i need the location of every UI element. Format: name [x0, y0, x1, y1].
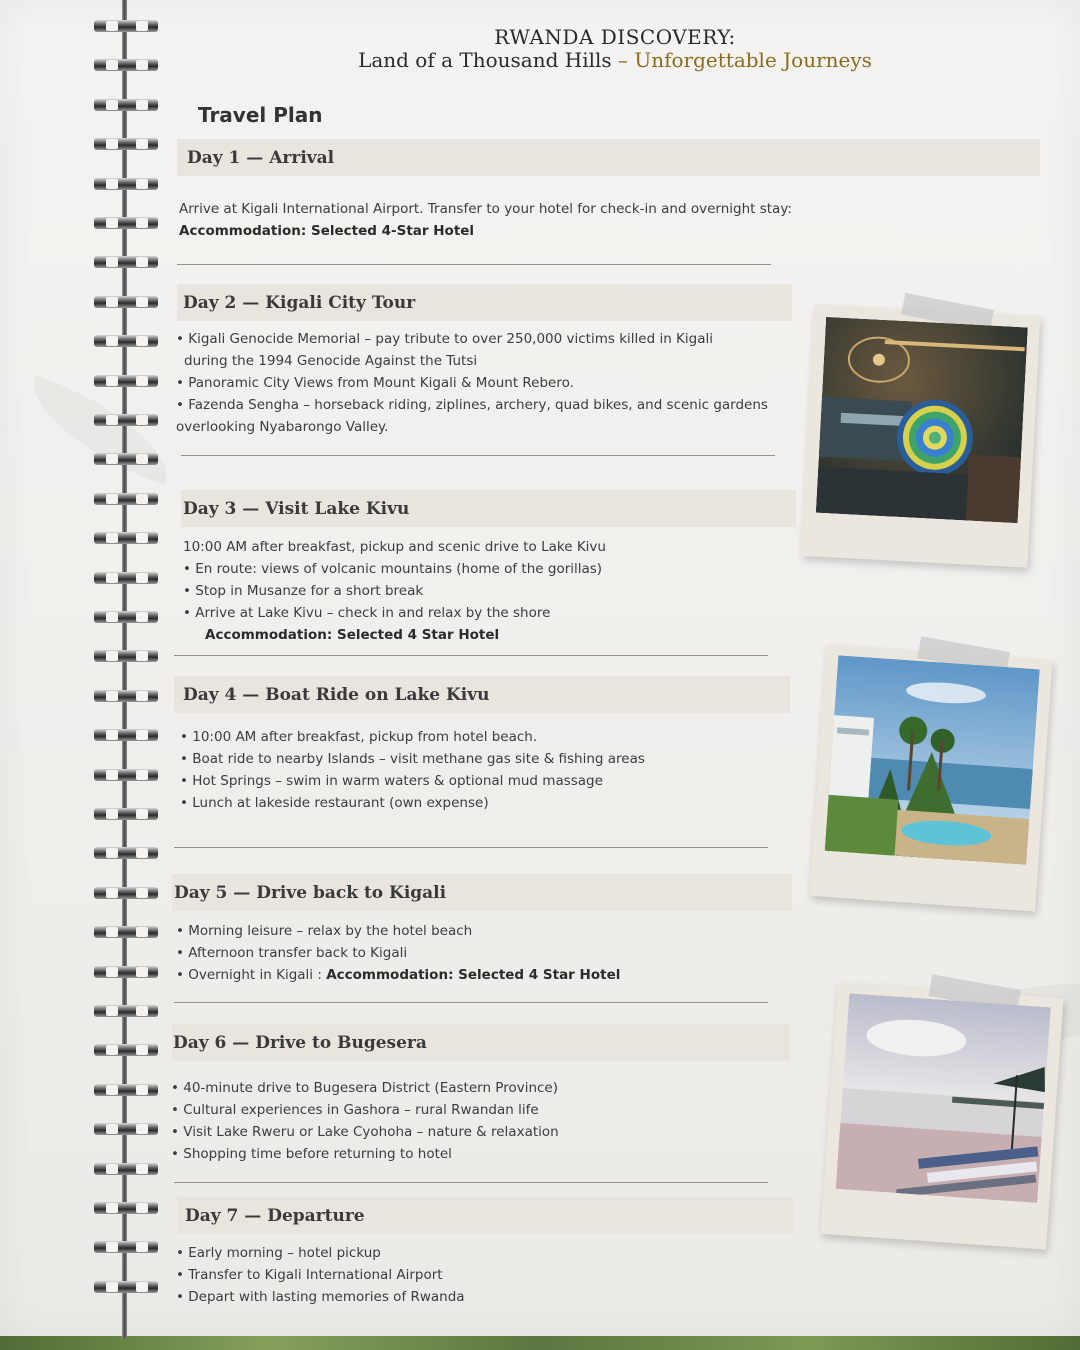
- title-line-1: RWANDA DISCOVERY:: [494, 25, 736, 49]
- photo-image: [836, 993, 1051, 1203]
- day-title: Day 4 — Boat Ride on Lake Kivu: [183, 684, 490, 705]
- detail-line: Accommodation: Selected 4 Star Hotel: [205, 627, 500, 643]
- detail-line: Accommodation: Selected 4-Star Hotel: [179, 223, 475, 239]
- detail-line: • Boat ride to nearby Islands – visit methane gas site & fishing areas: [180, 751, 645, 767]
- detail-line: during the 1994 Genocide Against the Tutsi: [184, 353, 478, 369]
- day-5-details: [176, 920, 620, 986]
- binding-ring: [88, 845, 164, 863]
- detail-line: • Kigali Genocide Memorial – pay tribute to over 250,000 victims killed in Kigali: [176, 331, 713, 347]
- day-title: Day 6 — Drive to Bugesera: [173, 1032, 427, 1053]
- binding-ring: [88, 530, 164, 548]
- detail-line: • Morning leisure – relax by the hotel beach: [176, 923, 473, 939]
- title-accent: – Unforgettable Journeys: [618, 48, 872, 72]
- day-title: Day 3 — Visit Lake Kivu: [183, 498, 410, 519]
- binding-ring: [88, 451, 164, 469]
- detail-line: • Fazenda Sengha – horseback riding, ziplines, archery, quad bikes, and scenic gardens: [176, 397, 768, 413]
- divider: [181, 455, 775, 456]
- binding-ring: [88, 57, 164, 75]
- binding-ring: [88, 373, 164, 391]
- binding-ring: [88, 1279, 164, 1297]
- day-6-details: [171, 1077, 559, 1165]
- travel-plan-heading: Travel Plan: [198, 103, 323, 127]
- detail-line: • Hot Springs – swim in warm waters & optional mud massage: [180, 773, 603, 789]
- day-3-header: [181, 490, 796, 527]
- day-2-details: [176, 328, 768, 438]
- binding-ring: [88, 333, 164, 351]
- day-7-details: [176, 1242, 465, 1308]
- binding-ring: [88, 688, 164, 706]
- detail-line: • 10:00 AM after breakfast, pickup from hotel beach.: [180, 729, 538, 745]
- detail-line: • Panoramic City Views from Mount Kigali & Mount Rebero.: [176, 375, 574, 391]
- binding-ring: [88, 491, 164, 509]
- binding-ring: [88, 727, 164, 745]
- binding-ring: [88, 215, 164, 233]
- detail-line: • Lunch at lakeside restaurant (own expense): [180, 795, 489, 811]
- binding-ring: [88, 806, 164, 824]
- binding-ring: [88, 570, 164, 588]
- grass-background-bottom: [0, 1336, 1080, 1350]
- divider: [174, 1182, 768, 1183]
- detail-line: • 40-minute drive to Bugesera District (Eastern Province): [171, 1080, 559, 1096]
- binding-ring: [88, 1239, 164, 1257]
- detail-line: • Arrive at Lake Kivu – check in and relax by the shore: [183, 605, 551, 621]
- binding-ring: [88, 136, 164, 154]
- binding-ring: [88, 1003, 164, 1021]
- day-title: Day 1 — Arrival: [187, 147, 335, 168]
- detail-line: • Early morning – hotel pickup: [176, 1245, 381, 1261]
- binding-ring: [88, 294, 164, 312]
- detail-line: • Stop in Musanze for a short break: [183, 583, 424, 599]
- day-title: Day 2 — Kigali City Tour: [183, 292, 416, 313]
- binding-ring: [88, 1082, 164, 1100]
- detail-line: • Overnight in Kigali : Accommodation: Selected 4 Star Hotel: [176, 967, 621, 983]
- binding-ring: [88, 254, 164, 272]
- detail-line: • En route: views of volcanic mountains (home of the gorillas): [183, 561, 603, 577]
- photo-image: [825, 655, 1040, 865]
- day-6-header: [172, 1024, 790, 1061]
- binding-ring: [88, 1200, 164, 1218]
- binding-ring: [88, 648, 164, 666]
- binding-ring: [88, 1121, 164, 1139]
- photo-kigali-aerial: [802, 304, 1041, 567]
- day-4-header: [174, 676, 790, 713]
- detail-line: • Shopping time before returning to hotel: [171, 1146, 452, 1162]
- binding-ring: [88, 97, 164, 115]
- day-2-header: [177, 284, 792, 321]
- day-1-header: [177, 139, 1040, 176]
- title-main: Land of a Thousand Hills: [358, 48, 612, 72]
- binding-ring: [88, 767, 164, 785]
- binding-ring: [88, 885, 164, 903]
- binding-ring: [88, 18, 164, 36]
- photo-lakeside-beach: [820, 982, 1063, 1249]
- divider: [177, 264, 771, 265]
- title-line-2: [300, 48, 930, 72]
- detail-line: 10:00 AM after breakfast, pickup and scenic drive to Lake Kivu: [183, 539, 606, 555]
- spiral-binding: [88, 18, 168, 1318]
- detail-line: • Afternoon transfer back to Kigali: [176, 945, 408, 961]
- page-title: [300, 26, 930, 72]
- binding-ring: [88, 176, 164, 194]
- detail-line: • Cultural experiences in Gashora – rural Rwandan life: [171, 1102, 539, 1118]
- detail-line: overlooking Nyabarongo Valley.: [176, 419, 389, 435]
- day-5-header: [172, 874, 792, 911]
- divider: [174, 847, 768, 848]
- divider: [174, 655, 768, 656]
- detail-line: • Visit Lake Rweru or Lake Cyohoha – nature & relaxation: [171, 1124, 559, 1140]
- detail-line: • Depart with lasting memories of Rwanda: [176, 1289, 465, 1305]
- day-7-header: [177, 1197, 793, 1234]
- photo-image: [816, 317, 1028, 523]
- detail-line: Arrive at Kigali International Airport. Transfer to your hotel for check-in and overnight stay:: [179, 201, 792, 217]
- divider: [174, 1002, 768, 1003]
- day-title: Day 7 — Departure: [185, 1205, 365, 1226]
- binding-ring: [88, 609, 164, 627]
- binding-ring: [88, 1042, 164, 1060]
- day-3-details: [183, 536, 606, 646]
- photo-lake-kivu-resort: [809, 644, 1052, 911]
- day-title: Day 5 — Drive back to Kigali: [174, 882, 447, 903]
- binding-ring: [88, 1161, 164, 1179]
- detail-line: • Transfer to Kigali International Airport: [176, 1267, 443, 1283]
- binding-ring: [88, 964, 164, 982]
- binding-ring: [88, 412, 164, 430]
- day-4-details: [180, 726, 645, 814]
- day-1-details: [179, 198, 792, 242]
- binding-ring: [88, 924, 164, 942]
